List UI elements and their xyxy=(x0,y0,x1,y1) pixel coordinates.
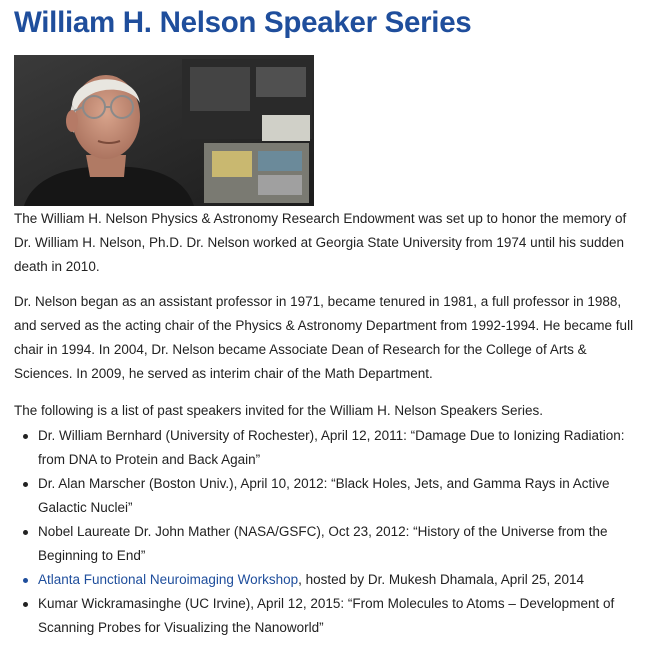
speakers-intro-paragraph: The following is a list of past speakers invited for the William H. Nelson Speakers Series. xyxy=(14,403,543,418)
page-title: William H. Nelson Speaker Series xyxy=(14,6,472,39)
neuroimaging-workshop-link[interactable]: Atlanta Functional Neuroimaging Workshop xyxy=(38,572,299,587)
list-item: Kumar Wickramasinghe (UC Irvine), April 12, 2015: “From Molecules to Atoms – Development of Scanning Probes for Visualizing the Nanoworld” xyxy=(14,592,646,640)
portrait-photo xyxy=(14,55,314,206)
list-item xyxy=(14,568,646,592)
career-paragraph: Dr. Nelson began as an assistant professor in 1971, became tenured in 1981, a full professor in 1988, and served as the acting chair of the Physics & Astronomy Department from 1992-1994. He became full chair in 1994. In 2004, Dr. Nelson became Associate Dean of Research for the College of Arts & Sciences. In 2009, he served as interim chair of the Math Department. xyxy=(14,294,634,381)
list-item: Dr. Alan Marscher (Boston Univ.), April 10, 2012: “Black Holes, Jets, and Gamma Rays in Active Galactic Nuclei” xyxy=(14,472,646,520)
portrait-photo-illustration xyxy=(14,55,314,206)
intro-paragraph: The William H. Nelson Physics & Astronomy Research Endowment was set up to honor the memory of Dr. William H. Nelson, Ph.D. Dr. Nelson worked at Georgia State University from 1974 until his sudden death in 2010. xyxy=(14,211,627,274)
list-item: Nobel Laureate Dr. John Mather (NASA/GSFC), Oct 23, 2012: “History of the Universe from the Beginning to End” xyxy=(14,520,646,568)
list-item: Dr. William Bernhard (University of Rochester), April 12, 2011: “Damage Due to Ionizing Radiation: from DNA to Protein and Back Again” xyxy=(14,424,646,472)
list-item-text: , hosted by Dr. Mukesh Dhamala, April 25, 2014 xyxy=(298,572,585,587)
speakers-list xyxy=(14,424,646,640)
